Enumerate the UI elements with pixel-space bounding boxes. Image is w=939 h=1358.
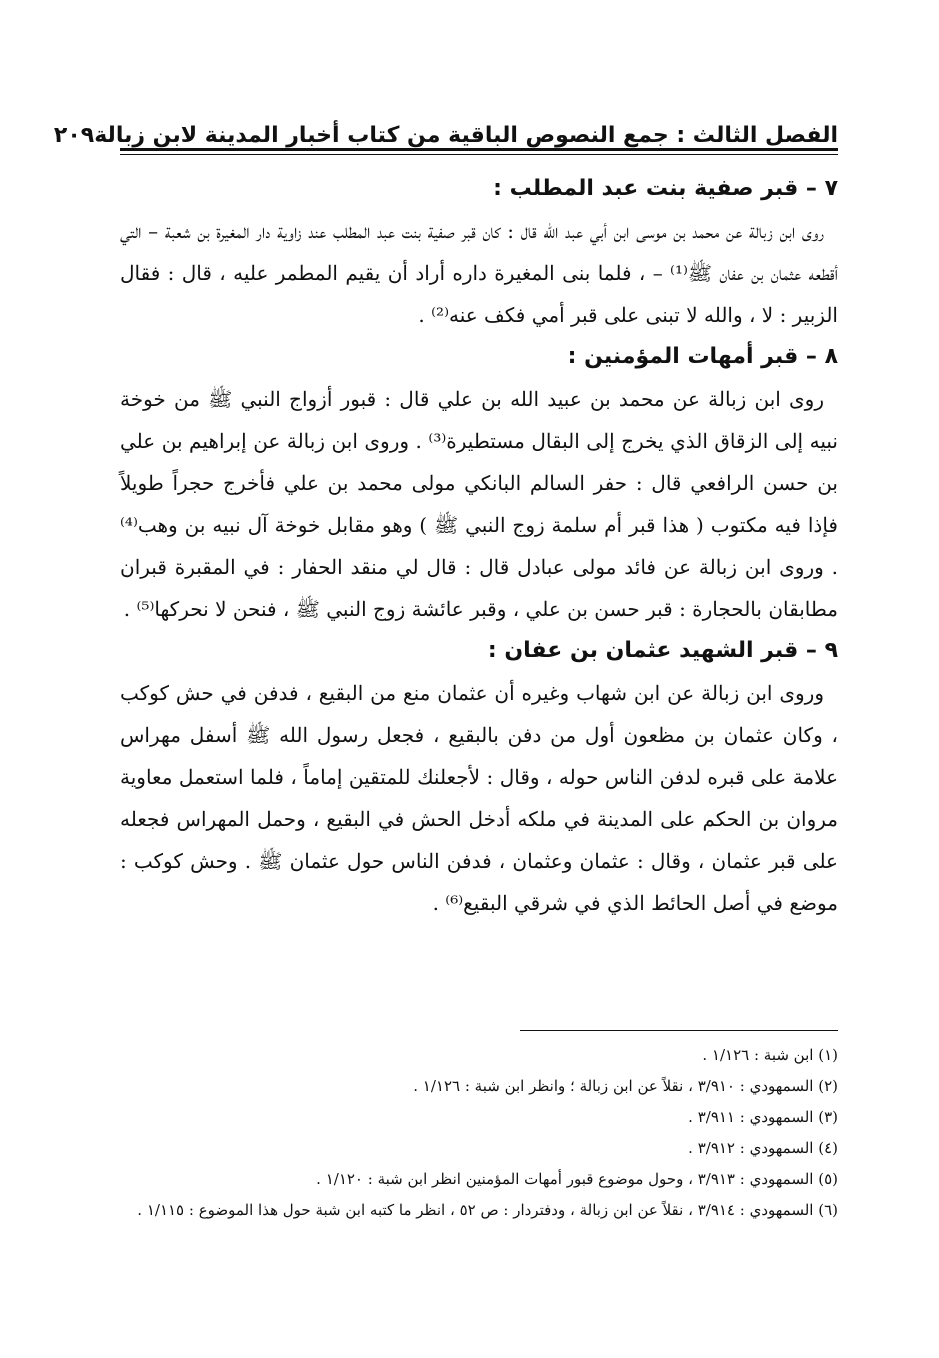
footnote: (٢) السمهودي : ٣/٩١٠ ، نقلاً عن ابن زبالة ؛ وانظر ابن شبة : ١/١٢٦ .: [413, 1077, 838, 1095]
header-rule-thin: [120, 154, 838, 155]
running-title: الفصل الثالث : جمع النصوص الباقية من كتاب أخبار المدينة لابن زبالة: [94, 123, 838, 148]
page-header: [53, 108, 838, 148]
page-number: ٢٠٩: [53, 123, 95, 148]
paragraph: روى ابن زبالة عن محمد بن موسى ابن أبي عبد الله قال : كان قبر صفية بنت عبد المطلب عند زاوية دار المغيرة بن شعبة – التي أقطعه عثمان بن عفان ﷺ⁽¹⁾ – ، فلما بنى المغيرة داره أراد أن يقيم المطمر عليه ، قال : فقال الزبير : لا ، والله لا تبنى على قبر أمي فكف عنه⁽²⁾ .: [120, 219, 838, 327]
footnote: (١) ابن شبة : ١/١٢٦ .: [702, 1046, 838, 1064]
section-heading-safiyya: ٧ – قبر صفية بنت عبد المطلب :: [493, 176, 838, 201]
paragraph: روى ابن زبالة عن محمد بن عبيد الله بن علي قال : قبور أزواج النبي ﷺ من خوخة نبيه إلى الزقاق الذي يخرج إلى البقال مستطيرة⁽³⁾ . وروى ابن زبالة عن إبراهيم بن علي بن حسن الرافعي قال : حفر السالم البانكي مولى محمد بن علي فأخرج حجراً طويلاً فإذا فيه مكتوب ( هذا قبر أم سلمة زوج النبي ﷺ ) وهو مقابل خوخة آل نبيه بن وهب⁽⁴⁾ . وروى ابن زبالة عن فائد مولى عبادل قال : قال لي منقد الحفار : في المقبرة قبران مطابقان بالحجارة : قبر حسن بن علي ، وقبر عائشة زوج النبي ﷺ ، فنحن لا نحركها⁽⁵⁾ .: [120, 387, 839, 621]
footnote: (٣) السمهودي : ٣/٩١١ .: [688, 1108, 838, 1126]
main-text: [120, 168, 838, 924]
section-heading-uthman: ٩ – قبر الشهيد عثمان بن عفان :: [487, 638, 838, 663]
footnote: (٦) السمهودي : ٣/٩١٤ ، نقلاً عن ابن زبالة ، ودفتردار : ص ٥٢ ، انظر ما كتبه ابن شبة حول هذا الموضوع : ١/١١٥ .: [137, 1201, 838, 1219]
header-rule: [120, 148, 838, 151]
footnote: (٤) السمهودي : ٣/٩١٢ .: [688, 1139, 838, 1157]
footnote-separator: [520, 1030, 838, 1031]
footnote: (٥) السمهودي : ٣/٩١٣ ، وحول موضوع قبور أمهات المؤمنين انظر ابن شبة : ١/١٢٠ .: [316, 1170, 838, 1188]
paragraph: وروى ابن زبالة عن ابن شهاب وغيره أن عثمان منع من البقيع ، فدفن في حش كوكب ، وكان عثمان بن مظعون أول من دفن بالبقيع ، فجعل رسول الله ﷺ أسفل مهراس علامة على قبره لدفن الناس حوله ، وقال : لأجعلنك للمتقين إماماً ، فلما استعمل معاوية مروان بن الحكم على المدينة في ملكه أدخل الحش في البقيع ، وحمل المهراس فجعله على قبر عثمان ، وقال : عثمان وعثمان ، فدفن الناس حول عثمان ﷺ . وحش كوكب : موضع في أصل الحائط الذي في شرقي البقيع⁽⁶⁾ .: [120, 681, 838, 915]
section-heading-mothers-of-believers: ٨ – قبر أمهات المؤمنين :: [567, 344, 838, 369]
footnotes: [120, 1040, 838, 1226]
